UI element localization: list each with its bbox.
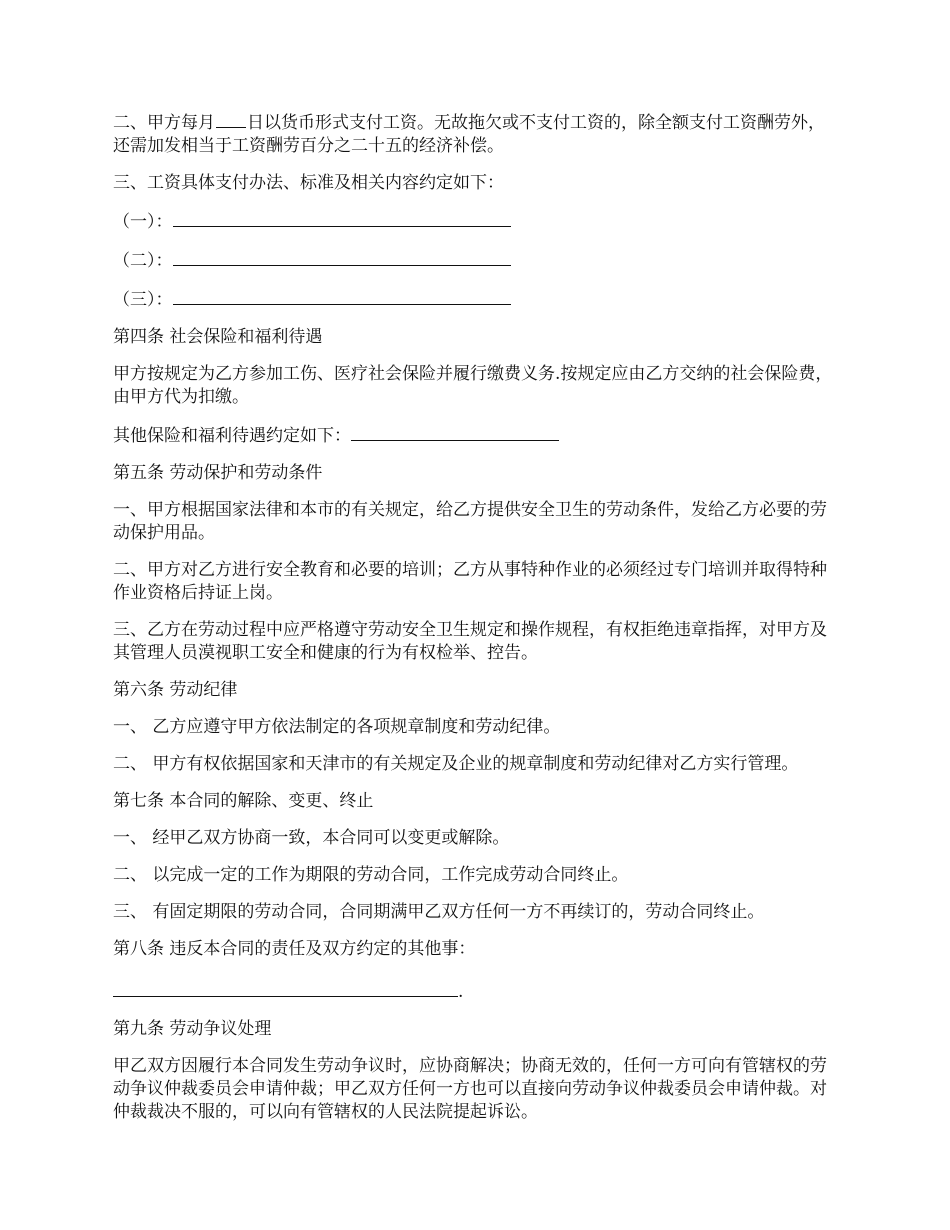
paragraph-discipline-2: 二、 甲方有权依据国家和天津市的有关规定及企业的规章制度和劳动纪律对乙方实行管理。 [113, 754, 799, 774]
paragraph-wage-terms: 三、工资具体支付办法、标准及相关内容约定如下： [113, 173, 504, 193]
paragraph-social-insurance: 甲方按规定为乙方参加工伤、医疗社会保险并履行缴费义务.按规定应由乙方交纳的社会保险费，由甲方代为扣缴。 [113, 364, 833, 407]
fill-in-blank [173, 248, 511, 266]
section-heading-6: 第六条 劳动纪律 [113, 680, 238, 700]
paragraph-termination-1: 一、 经甲乙双方协商一致，本合同可以变更或解除。 [113, 828, 510, 848]
fill-in-blank [173, 209, 511, 227]
paragraph-discipline-1: 一、 乙方应遵守甲方依法制定的各项规章制度和劳动纪律。 [113, 717, 561, 737]
list-item-label: （三）： [113, 290, 173, 310]
section-heading-8: 第八条 违反本合同的责任及双方约定的其他事： [113, 939, 476, 959]
paragraph-text: 其他保险和福利待遇约定如下： [113, 426, 351, 446]
paragraph-text: 日以货币形式支付工资。无故拖欠或不支付工资的，除全额支付工资酬劳外，还需加发相当于工资酬劳百分之二十五的经济补偿。 [113, 113, 825, 156]
paragraph-dispute-resolution: 甲乙双方因履行本合同发生劳动争议时，应协商解决；协商无效的，任何一方可向有管辖权的劳动争议仲裁委员会申请仲裁；甲乙双方任何一方也可以直接向劳动争议仲裁委员会申请仲裁。对仲裁裁决不服的，可以向有管辖权的人民法院提起诉讼。 [113, 1056, 827, 1122]
fill-in-blank [351, 423, 559, 441]
paragraph-termination-2: 二、 以完成一定的工作为期限的劳动合同，工作完成劳动合同终止。 [113, 865, 629, 885]
fill-in-blank [173, 287, 511, 305]
list-item-one [113, 209, 833, 234]
list-item-two [113, 248, 833, 273]
document-page [113, 110, 833, 1138]
paragraph-text: 二、甲方每月 [113, 113, 215, 133]
fill-in-blank [113, 979, 458, 997]
list-item-label: （一）： [113, 212, 173, 232]
day-blank [216, 110, 246, 128]
list-item-label: （二）： [113, 251, 173, 271]
paragraph-labor-protection-1: 一、甲方根据国家法律和本市的有关规定，给乙方提供安全卫生的劳动条件，发给乙方必要的劳动保护用品。 [113, 500, 827, 543]
section-heading-9: 第九条 劳动争议处理 [113, 1019, 272, 1039]
paragraph-other-matters-blank [113, 979, 833, 1004]
paragraph-labor-protection-3: 三、乙方在劳动过程中应严格遵守劳动安全卫生规定和操作规程，有权拒绝违章指挥，对甲方及其管理人员漠视职工安全和健康的行为有权检举、控告。 [113, 620, 827, 663]
paragraph-termination-3: 三、 有固定期限的劳动合同，合同期满甲乙双方任何一方不再续订的，劳动合同终止。 [113, 902, 765, 922]
section-heading-7: 第七条 本合同的解除、变更、终止 [113, 791, 374, 811]
section-heading-5: 第五条 劳动保护和劳动条件 [113, 463, 323, 483]
list-item-three [113, 287, 833, 312]
period-mark: . [458, 982, 464, 1002]
paragraph-other-benefits [113, 423, 833, 448]
paragraph-labor-protection-2: 二、甲方对乙方进行安全教育和必要的培训；乙方从事特种作业的必须经过专门培训并取得特种作业资格后持证上岗。 [113, 560, 827, 603]
paragraph-wage-payment-date [113, 110, 833, 158]
section-heading-4: 第四条 社会保险和福利待遇 [113, 327, 323, 347]
